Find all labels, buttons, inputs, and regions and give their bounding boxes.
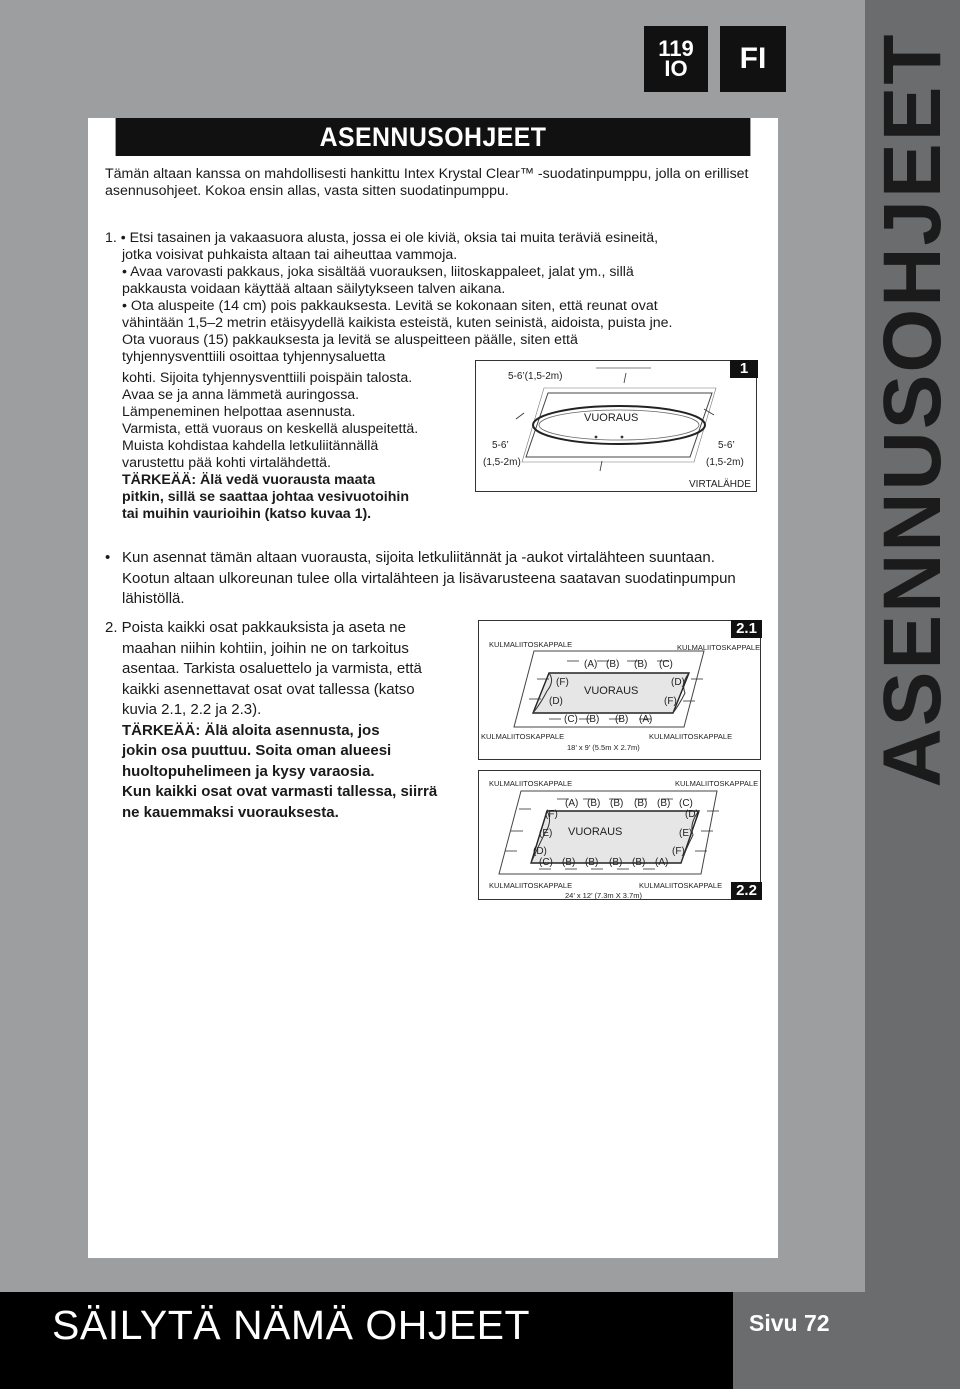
step-2-line: maahan niihin kohtiin, joihin ne on tarkoitus (122, 639, 409, 657)
step-1-line: 1. • Etsi tasainen ja vakaasuora alusta, jossa ei ole kiviä, oksia tai muita teräviä esineitä, (105, 230, 659, 246)
step-1-line: pakkausta voidaan käyttää altaan säilytykseen talven aikana. (122, 281, 506, 297)
part-label: (C) (659, 659, 673, 670)
part-label: (B) (585, 857, 599, 868)
page-number-box (733, 1292, 865, 1389)
part-label: (C) (679, 798, 693, 809)
step-2-line: 2. Poista kaikki osat pakkauksista ja aseta ne (105, 619, 406, 636)
part-label: (B) (562, 857, 576, 868)
size-label: 24’ x 12’ (7.3m X 3.7m) (565, 891, 642, 900)
model-suffix: IO (664, 56, 688, 81)
corner-piece-label: KULMALIITOSKAPPALE (649, 732, 733, 741)
part-label: (E) (539, 828, 553, 839)
warning-line: TÄRKEÄÄ: Älä aloita asennusta, jos (122, 721, 380, 739)
part-label: (B) (615, 714, 629, 725)
step-1-line: Lämpeneminen helpottaa asennusta. (122, 404, 356, 420)
figure-1 (475, 360, 757, 492)
figure-2-1 (478, 620, 761, 760)
part-label: (B) (634, 798, 648, 809)
figure-1-number: 1 (730, 360, 758, 378)
liner-label: VUORAUS (584, 412, 639, 424)
corner-piece-label: KULMALIITOSKAPPALE (489, 640, 573, 649)
step-1 (105, 230, 765, 366)
distance-label: 5-6’(1,5-2m) (508, 371, 563, 382)
distance-label: 5-6’ (718, 440, 735, 451)
corner-piece-label: KULMALIITOSKAPPALE (489, 779, 573, 788)
part-label: (B) (609, 857, 623, 868)
liner-label: VUORAUS (584, 685, 639, 697)
warning-line: huoltopuhelimeen ja kysy varaosia. (122, 762, 375, 780)
size-label: 18’ x 9’ (5.5m X 2.7m) (567, 743, 640, 752)
corner-piece-label: KULMALIITOSKAPPALE (639, 881, 723, 890)
part-label: (D) (685, 809, 699, 820)
part-label: (C) (539, 857, 553, 868)
corner-piece-label: KULMALIITOSKAPPALE (481, 732, 565, 741)
warning-line: ne kauemmaksi vuorauksesta. (122, 803, 339, 821)
intro-paragraph: Tämän altaan kanssa on mahdollisesti hankittu Intex Krystal Clear™ -suodatinpumppu, jolla on erilliset asennusohjeet. Kokoa ensin allas, vasta sitten suodatinpumppu. (105, 166, 749, 199)
part-label: (F) (545, 809, 558, 820)
part-label: (B) (610, 798, 624, 809)
part-label: (D) (671, 677, 685, 688)
step-1-line: tyhjennysventtiili osoittaa tyhjennysaluetta (122, 349, 386, 365)
step-1-line: Avaa se ja anna lämmetä auringossa. (122, 387, 360, 403)
part-label: (A) (655, 857, 669, 868)
distance-label: (1,5-2m) (706, 457, 744, 468)
liner-label: VUORAUS (568, 826, 623, 838)
part-label: (A) (639, 714, 653, 725)
footer-keep-instructions: SÄILYTÄ NÄMÄ OHJEET (52, 1302, 531, 1348)
distance-label: (1,5-2m) (483, 457, 521, 468)
corner-piece-label: KULMALIITOSKAPPALE (677, 643, 761, 652)
part-label: (C) (564, 714, 578, 725)
step-1-line: Ota vuoraus (15) pakkauksesta ja levitä se aluspeitteen päälle, siten että (122, 332, 578, 348)
step-1-line: vähintään 1,5–2 metrin etäisyydellä kaikista esteistä, kuten seinistä, aidoista, puista jne. (122, 315, 673, 331)
part-label: (A) (584, 659, 598, 670)
part-label: (D) (533, 846, 547, 857)
figure-2-1-number: 2.1 (731, 620, 762, 638)
model-number: 119 (658, 36, 694, 61)
part-label: (B) (657, 798, 671, 809)
side-title: ASENNUSOHJEET (867, 32, 958, 788)
figure-2-2-number: 2.2 (731, 882, 762, 900)
part-label: (B) (586, 714, 600, 725)
step-2-line: asentaa. Tarkista osaluettelo ja varmista, että (122, 660, 422, 677)
part-label: (E) (679, 828, 693, 839)
page-number: Sivu 72 (749, 1310, 830, 1336)
step-2 (105, 618, 475, 823)
part-label: (A) (565, 798, 579, 809)
part-label: (B) (587, 798, 601, 809)
warning-line: tai muihin vaurioihin (katso kuvaa 1). (122, 506, 372, 522)
part-label: (F) (664, 696, 677, 707)
step-2-line: kuvia 2.1, 2.2 ja 2.3). (122, 701, 262, 718)
figure-2-2 (478, 770, 761, 900)
step-2-line: kaikki asennettavat osat ovat tallessa (katso (122, 680, 415, 698)
bullet-liner-orientation (105, 548, 755, 610)
part-label: (D) (549, 696, 563, 707)
warning-line: TÄRKEÄÄ: Älä vedä vuorausta maata (122, 472, 376, 488)
warning-line: pitkin, sillä se saattaa johtaa vesivuotoihin (122, 489, 409, 505)
panel-title: ASENNUSOHJEET (116, 118, 751, 156)
step-1-line: varustettu pää kohti virtalähdettä. (122, 455, 331, 471)
step-1-line: kohti. Sijoita tyhjennysventtiili poispäin talosta. (122, 370, 413, 386)
part-label: (B) (632, 857, 646, 868)
part-label: (F) (556, 677, 569, 688)
distance-label: 5-6’ (492, 440, 509, 451)
part-label: (F) (672, 846, 685, 857)
model-badge (644, 26, 708, 92)
step-1-line: Varmista, että vuoraus on keskellä aluspeitettä. (122, 421, 419, 437)
step-1-line: • Ota aluspeite (14 cm) pois pakkauksesta. Levitä se kokonaan siten, että reunat ovat (122, 298, 658, 314)
step-1-line: jotka voisivat puhkaista altaan tai aiheuttaa vammoja. (122, 247, 458, 263)
language-badge: FI (720, 26, 786, 92)
bullet-icon: • (105, 549, 111, 566)
step-1-narrow (122, 370, 462, 523)
step-1-line: • Avaa varovasti pakkaus, joka sisältää vuorauksen, liitoskappaleet, jalat ym., sillä (122, 264, 634, 280)
part-label: (B) (606, 659, 620, 670)
corner-piece-label: KULMALIITOSKAPPALE (489, 881, 573, 890)
step-1-line: Muista kohdistaa kahdella letkuliitännällä (122, 438, 379, 454)
part-label: (B) (634, 659, 648, 670)
warning-line: Kun kaikki osat ovat varmasti tallessa, siirrä (122, 783, 438, 800)
warning-line: jokin osa puuttuu. Soita oman alueesi (122, 742, 392, 759)
power-source-label: VIRTALÄHDE (689, 479, 751, 490)
corner-piece-label: KULMALIITOSKAPPALE (675, 779, 759, 788)
bullet-text: Kun asennat tämän altaan vuorausta, sijoita letkuliitännät ja -aukot virtalähteen suuntaan. Kootun altaan ulkoreunan tulee olla virtalähteen ja lisävarusteena saatavan suodatinpumpun lähistöllä. (122, 549, 736, 607)
